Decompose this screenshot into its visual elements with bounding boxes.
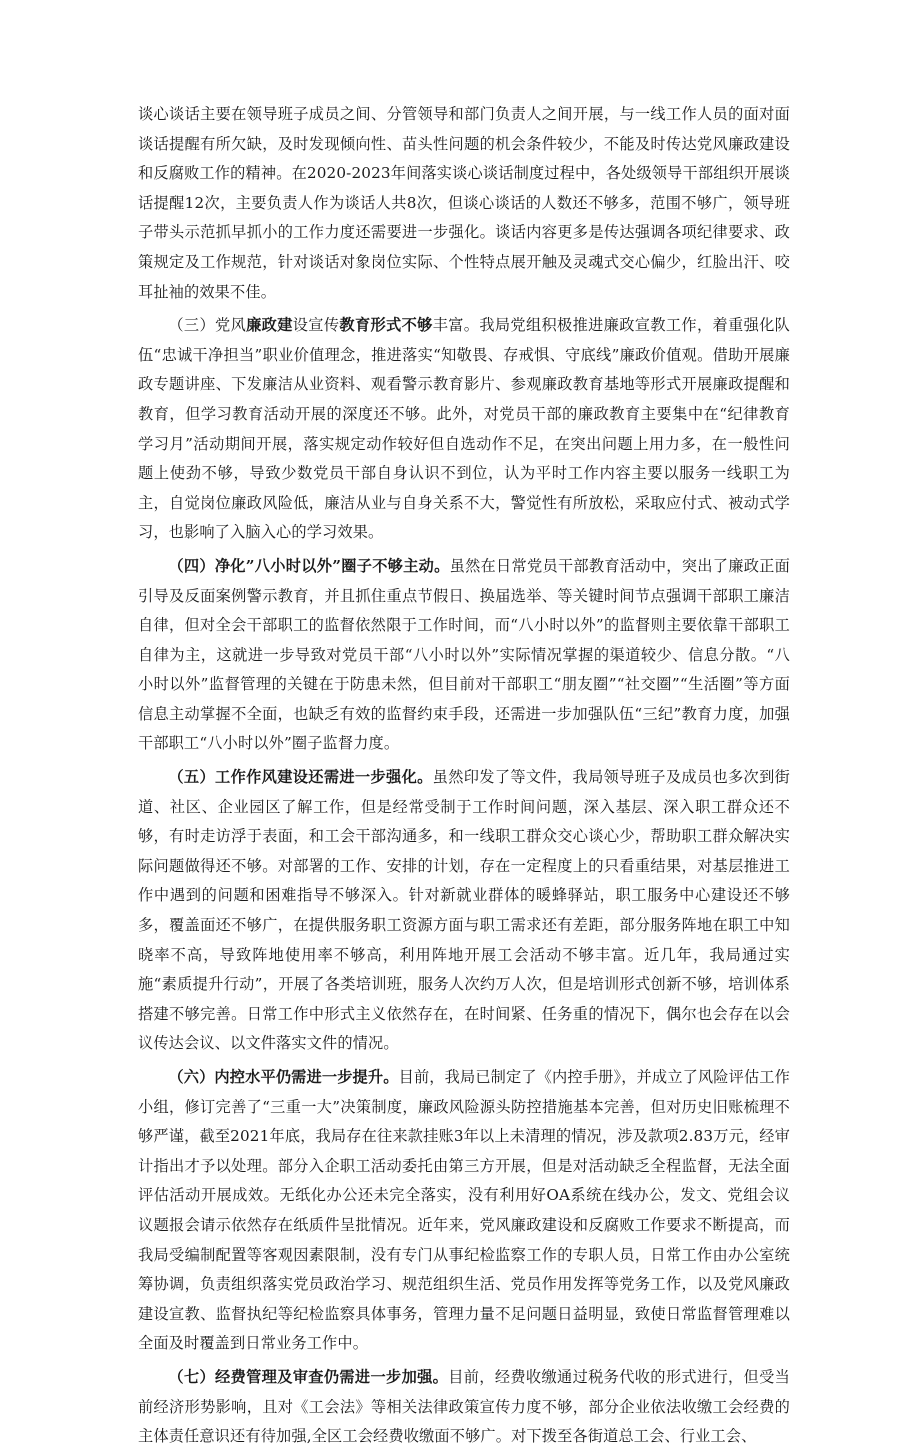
section-3-text: 设宣传 <box>292 316 340 335</box>
paragraph-section-5 <box>138 763 790 1059</box>
paragraph-section-4 <box>138 552 790 759</box>
section-3-highlight-a: 廉政建 <box>246 316 293 335</box>
section-6-body: 目前，我局已制定了《内控手册》，并成立了风险评估工作小组，修订完善了“三重一大”决策制度，廉政风险源头防控措施基本完善，但对历史旧账梳理不够严谨，截至2021年底，我局存在往来款挂账3年以上未清理的情况，涉及款项2.83万元，经审计指出才予以处理。部分入企职工活动委托由第三方开展，但是对活动缺乏全程监督，无法全面评估活动开展成效。无纸化办公还未完全落实，没有利用好OA系统在线办公，发文、党组会议议题报会请示依然存在纸质件呈批情况。近年来，党风廉政建设和反腐败工作要求不断提高，而我局受编制配置等客观因素限制，没有专门从事纪检监察工作的专职人员，日常工作由办公室统筹协调，负责组织落实党员政治学习、规范组织生活、党员作用发挥等党务工作，以及党风廉政建设宣教、监督执纪等纪检监察具体事务，管理力量不足问题日益明显，致使日常监督管理难以全面及时覆盖到日常业务工作中。 <box>138 1068 790 1353</box>
paragraph-opening: 谈心谈话主要在领导班子成员之间、分管领导和部门负责人之间开展，与一线工作人员的面对面谈话提醒有所欠缺，及时发现倾向性、苗头性问题的机会条件较少，不能及时传达党风廉政建设和反腐败工作的精神。在2020-2023年间落实谈心谈话制度过程中，各处级领导干部组织开展谈话提醒12次，主要负责人作为谈话人共8次，但谈心谈话的人数还不够多，范围不够广，领导班子带头示范抓早抓小的工作力度还需要进一步强化。谈话内容更多是传达强调各项纪律要求、政策规定及工作规范，针对谈话对象岗位实际、个性特点展开触及灵魂式交心偏少，红脸出汗、咬耳扯袖的效果不佳。 <box>138 105 790 301</box>
section-5-heading: （五）工作作风建设还需进一步强化。 <box>168 768 433 787</box>
paragraph-section-7 <box>138 1363 790 1452</box>
section-4-heading: （四）净化”八小时以外”圈子不够主动。 <box>168 556 450 575</box>
paragraph-section-3 <box>138 311 790 548</box>
section-7-heading: （七）经费管理及审查仍需进一步加强。 <box>168 1367 449 1386</box>
section-4-body: 虽然在日常党员干部教育活动中，突出了廉政正面引导及反面案例警示教育，并且抓住重点节假日、换届选举、等关键时间节点强调干部职工廉洁自律，但对全会干部职工的监督依然限于工作时间，而“八小时以外”的监督则主要依靠干部职工自律为主，这就进一步导致对党员干部“八小时以外”实际情况掌握的渠道较少、信息分散。“八小时以外”监督管理的关键在于防患未然，但目前对干部职工“朋友圈”“社交圈”“生活圈”等方面信息主动掌握不全面，也缺乏有效的监督约束手段，还需进一步加强队伍“三纪”教育力度，加强干部职工“八小时以外”圈子监督力度。 <box>138 556 790 753</box>
section-6-heading: （六）内控水平仍需进一步提升。 <box>168 1068 399 1086</box>
section-5-body: 虽然印发了等文件，我局领导班子及成员也多次到街道、社区、企业园区了解工作，但是经常受制于工作时间问题，深入基层、深入职工群众还不够，有时走访浮于表面，和工会干部沟通多，和一线职工群众交心谈心少，帮助职工群众解决实际问题做得还不够。对部署的工作、安排的计划，存在一定程度上的只看重结果，对基层推进工作中遇到的问题和困难指导不够深入。针对新就业群体的暖蜂驿站，职工服务中心建设还不够多，覆盖面还不够广，在提供服务职工资源方面与职工需求还有差距，部分服务阵地在职工中知晓率不高，导致阵地使用率不够高，利用阵地开展工会活动不够丰富。近几年，我局通过实施“素质提升行动”，开展了各类培训班，服务人次约万人次，但是培训形式创新不够，培训体系搭建不够完善。日常工作中形式主义依然存在，在时间紧、任务重的情况下，偶尔也会存在以会议传达会议、以文件落实文件的情况。 <box>138 768 790 1053</box>
paragraph-section-6 <box>138 1063 790 1359</box>
section-3-highlight-b: 教育形式不够 <box>339 316 433 335</box>
section-7-body: 目前，经费收缴通过税务代收的形式进行，但受当前经济形势影响，且对《工会法》等相关法律政策宣传力度不够，部分企业依法收缴工会经费的主体责任意识还有待加强,全区工会经费收缴面不够广。对下拨至各街道总工会、行业工会、 <box>138 1367 790 1446</box>
section-3-lead: （三）党风 <box>168 316 247 335</box>
section-3-body: 丰富。我局党组积极推进廉政宣教工作，着重强化队伍“忠诚干净担当”职业价值理念，推进落实“知敬畏、存戒惧、守底线”廉政价值观。借助开展廉政专题讲座、下发廉洁从业资料、观看警示教育影片、参观廉政教育基地等形式开展廉政提醒和教育，但学习教育活动开展的深度还不够。此外，对党员干部的廉政教育主要集中在“纪律教育学习月”活动期间开展，落实规定动作较好但自选动作不足，在突出问题上用力多，在一般性问题上使劲不够，导致少数党员干部自身认识不到位，认为平时工作内容主要以服务一线职工为主，自觉岗位廉政风险低，廉洁从业与自身关系不大，警觉性有所放松，采取应付式、被动式学习，也影响了入脑入心的学习效果。 <box>138 316 791 542</box>
